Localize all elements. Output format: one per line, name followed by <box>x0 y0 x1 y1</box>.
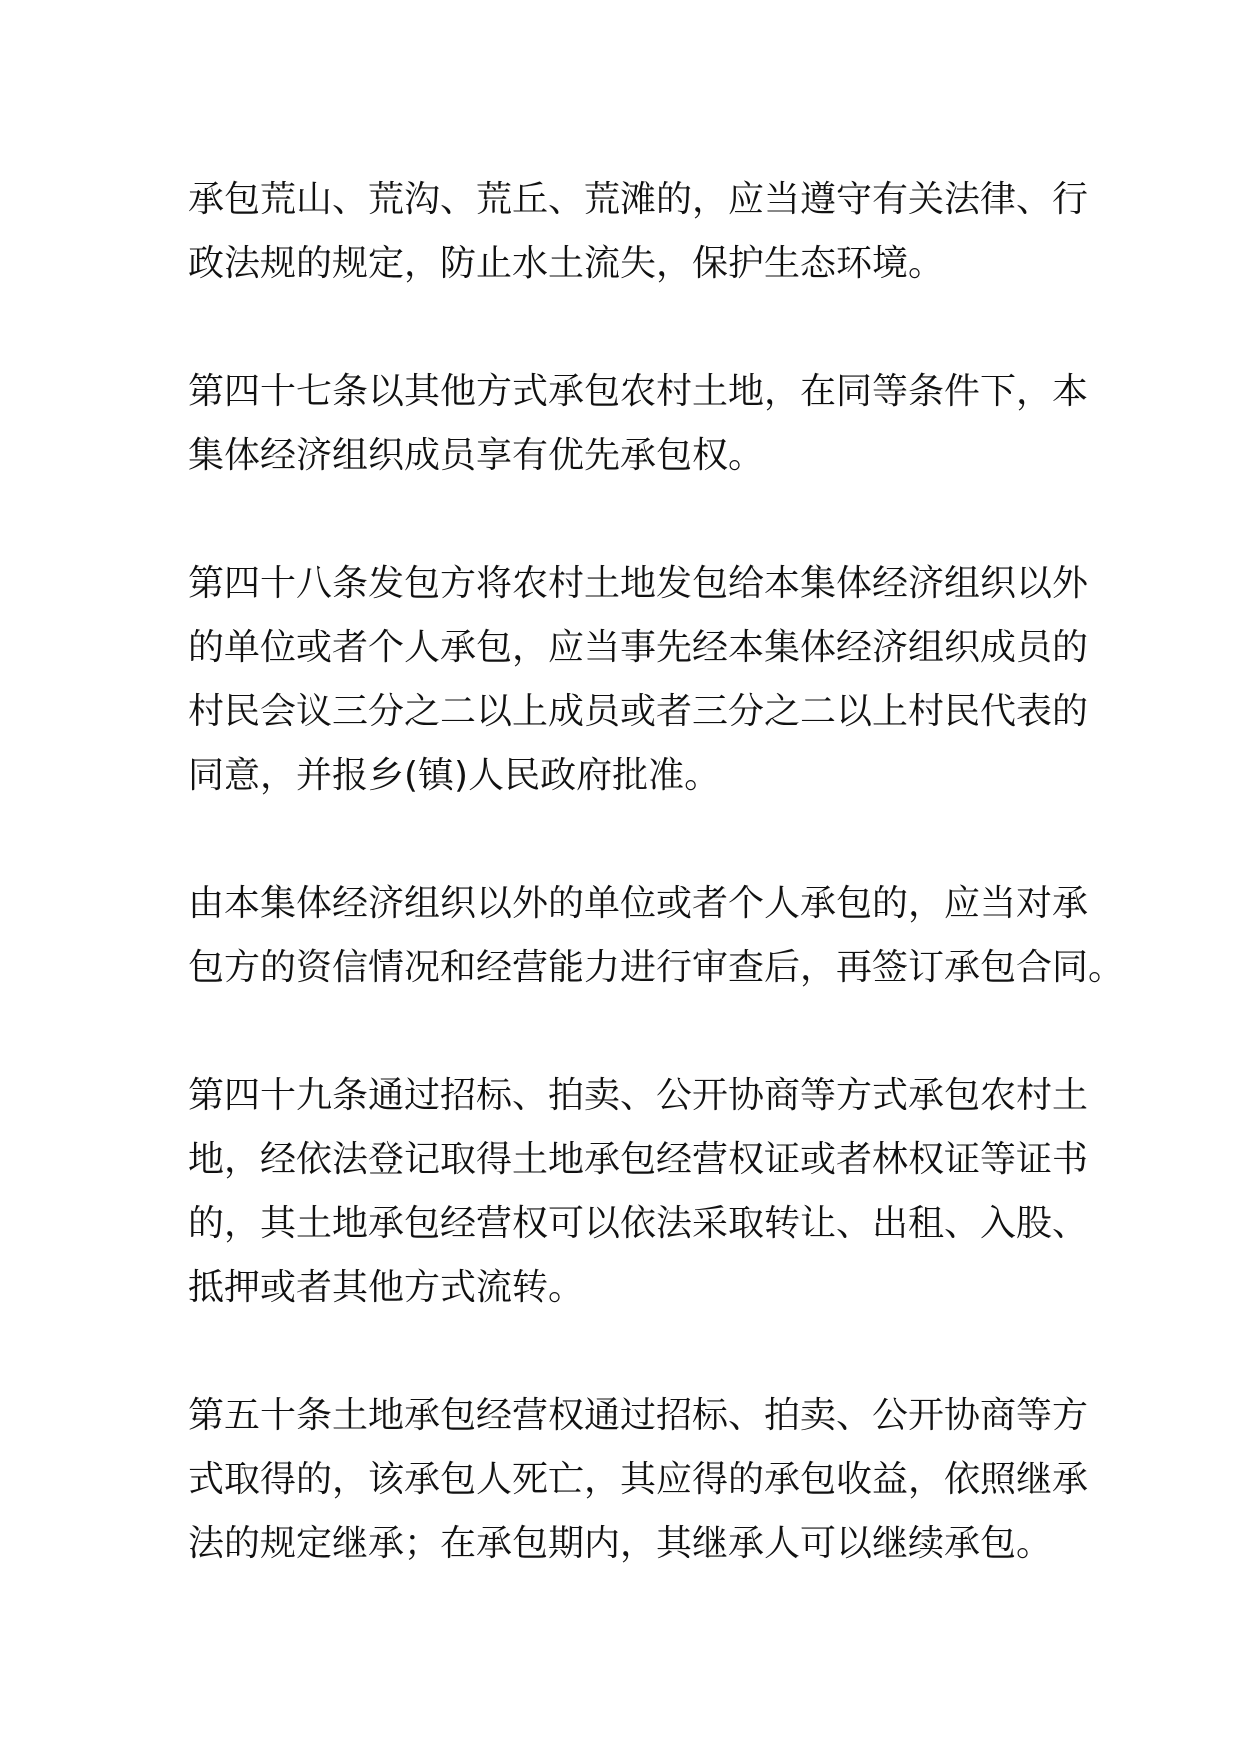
text-line: 第四十九条通过招标、拍卖、公开协商等方式承包农村土 <box>188 1075 1089 1116</box>
text-line: 的单位或者个人承包，应当事先经本集体经济组织成员的 <box>188 627 1089 668</box>
paragraph-barren-land <box>188 168 1089 296</box>
text-line: 村民会议三分之二以上成员或者三分之二以上村民代表的 <box>188 691 1089 732</box>
text-line: 第五十条土地承包经营权通过招标、拍卖、公开协商等方 <box>188 1395 1089 1436</box>
text-line: 包方的资信情况和经营能力进行审查后，再签订承包合同。 <box>188 947 1125 988</box>
text-line: 第四十七条以其他方式承包农村土地，在同等条件下，本 <box>188 371 1089 412</box>
text-line: 第四十八条发包方将农村土地发包给本集体经济组织以外 <box>188 563 1089 604</box>
text-line: 政法规的规定，防止水土流失，保护生态环境。 <box>188 243 945 284</box>
text-line: 法的规定继承；在承包期内，其继承人可以继续承包。 <box>188 1523 1053 1564</box>
text-line: 的，其土地承包经营权可以依法采取转让、出租、入股、 <box>188 1203 1089 1244</box>
text-line: 同意，并报乡(镇)人民政府批准。 <box>188 755 721 796</box>
paragraph-article-48 <box>188 552 1089 808</box>
text-line: 地，经依法登记取得土地承包经营权证或者林权证等证书 <box>188 1139 1089 1180</box>
paragraph-article-50 <box>188 1384 1089 1576</box>
paragraph-article-47 <box>188 360 1089 488</box>
paragraph-article-49 <box>188 1064 1089 1320</box>
text-line: 集体经济组织成员享有优先承包权。 <box>188 435 765 476</box>
text-line: 承包荒山、荒沟、荒丘、荒滩的，应当遵守有关法律、行 <box>188 179 1089 220</box>
text-line: 抵押或者其他方式流转。 <box>188 1267 585 1308</box>
text-line: 式取得的，该承包人死亡，其应得的承包收益，依照继承 <box>188 1459 1089 1500</box>
text-line: 由本集体经济组织以外的单位或者个人承包的，应当对承 <box>188 883 1089 924</box>
paragraph-outside-contractor <box>188 872 1125 1000</box>
document-body <box>188 168 1125 1640</box>
